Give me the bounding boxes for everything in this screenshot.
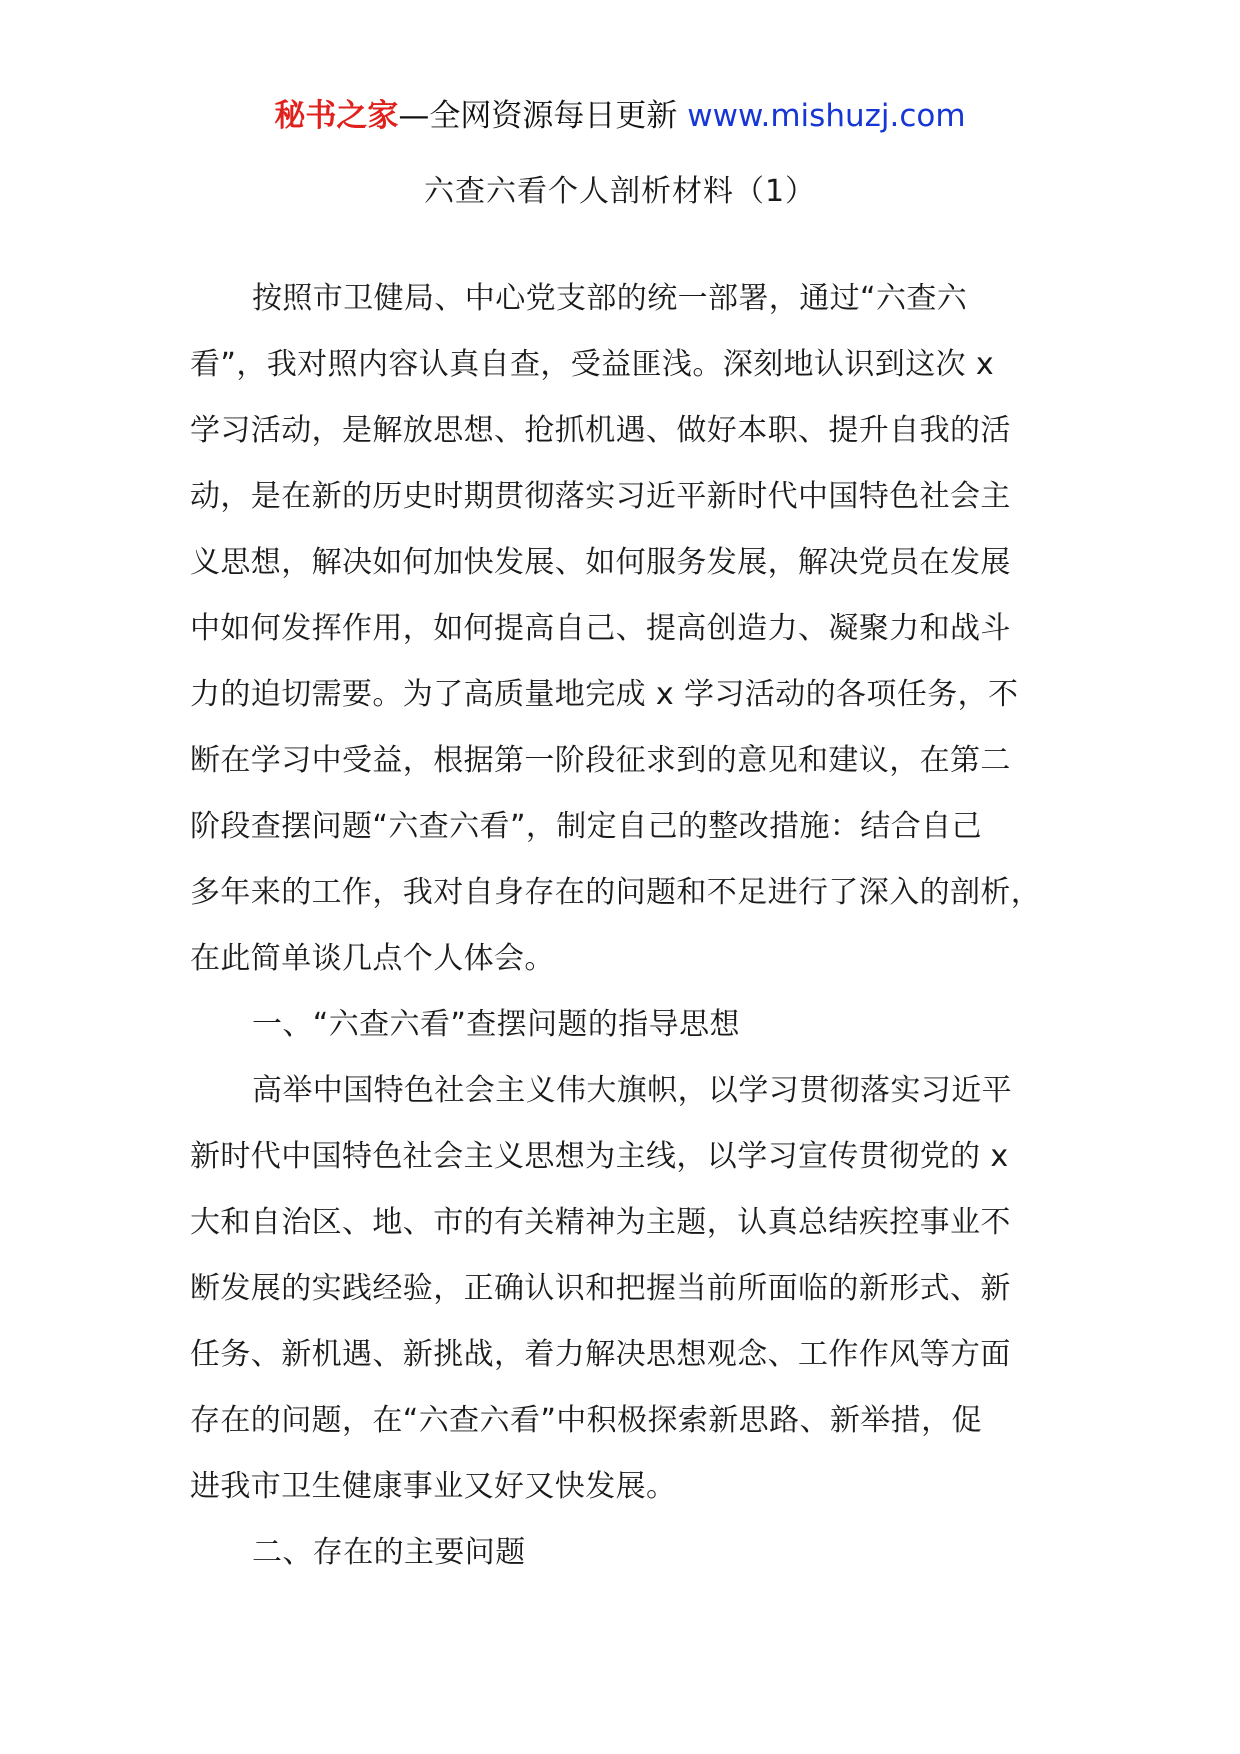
section-heading-2: 二、存在的主要问题 bbox=[252, 1535, 526, 1570]
body-line: 进我市卫生健康事业又好又快发展。 bbox=[190, 1469, 677, 1504]
site-banner bbox=[0, 96, 1240, 136]
body-line: 看”，我对照内容认真自查，受益匪浅。深刻地认识到这次 x bbox=[190, 347, 995, 382]
document-body bbox=[190, 279, 1054, 1599]
body-line: 力的迫切需要。为了高质量地完成 x 学习活动的各项任务，不 bbox=[190, 677, 1019, 712]
site-url-link[interactable]: www.mishuzj.com bbox=[687, 98, 966, 134]
body-line: 义思想，解决如何加快发展、如何服务发展，解决党员在发展 bbox=[190, 545, 1011, 580]
body-line: 断发展的实践经验，正确认识和把握当前所面临的新形式、新 bbox=[190, 1271, 1011, 1306]
banner-tagline: —全网资源每日更新 bbox=[398, 98, 688, 134]
body-line: 大和自治区、地、市的有关精神为主题，认真总结疾控事业不 bbox=[190, 1205, 1011, 1240]
body-line: 高举中国特色社会主义伟大旗帜，以学习贯彻落实习近平 bbox=[252, 1073, 1012, 1108]
body-line: 断在学习中受益，根据第一阶段征求到的意见和建议，在第二 bbox=[190, 743, 1011, 778]
body-line: 新时代中国特色社会主义思想为主线，以学习宣传贯彻党的 x bbox=[190, 1139, 1009, 1174]
body-line: 学习活动，是解放思想、抢抓机遇、做好本职、提升自我的活 bbox=[190, 413, 1011, 448]
document-title: 六查六看个人剖析材料（1） bbox=[423, 174, 817, 209]
body-line: 中如何发挥作用，如何提高自己、提高创造力、凝聚力和战斗 bbox=[190, 611, 1011, 646]
body-line: 动，是在新的历史时期贯彻落实习近平新时代中国特色社会主 bbox=[190, 479, 1011, 514]
body-line: 存在的问题，在“六查六看”中积极探索新思路、新举措，促 bbox=[190, 1403, 982, 1438]
brand-name: 秘书之家 bbox=[274, 98, 399, 134]
body-line: 阶段查摆问题“六查六看”，制定自己的整改措施：结合自己 bbox=[190, 809, 982, 844]
body-line: 任务、新机遇、新挑战，着力解决思想观念、工作作风等方面 bbox=[190, 1337, 1011, 1372]
body-line: 在此简单谈几点个人体会。 bbox=[190, 941, 555, 976]
section-heading-1: 一、“六查六看”查摆问题的指导思想 bbox=[252, 1007, 740, 1042]
body-line: 多年来的工作，我对自身存在的问题和不足进行了深入的剖析， bbox=[190, 875, 1042, 910]
body-line: 按照市卫健局、中心党支部的统一部署，通过“六查六 bbox=[252, 281, 968, 316]
